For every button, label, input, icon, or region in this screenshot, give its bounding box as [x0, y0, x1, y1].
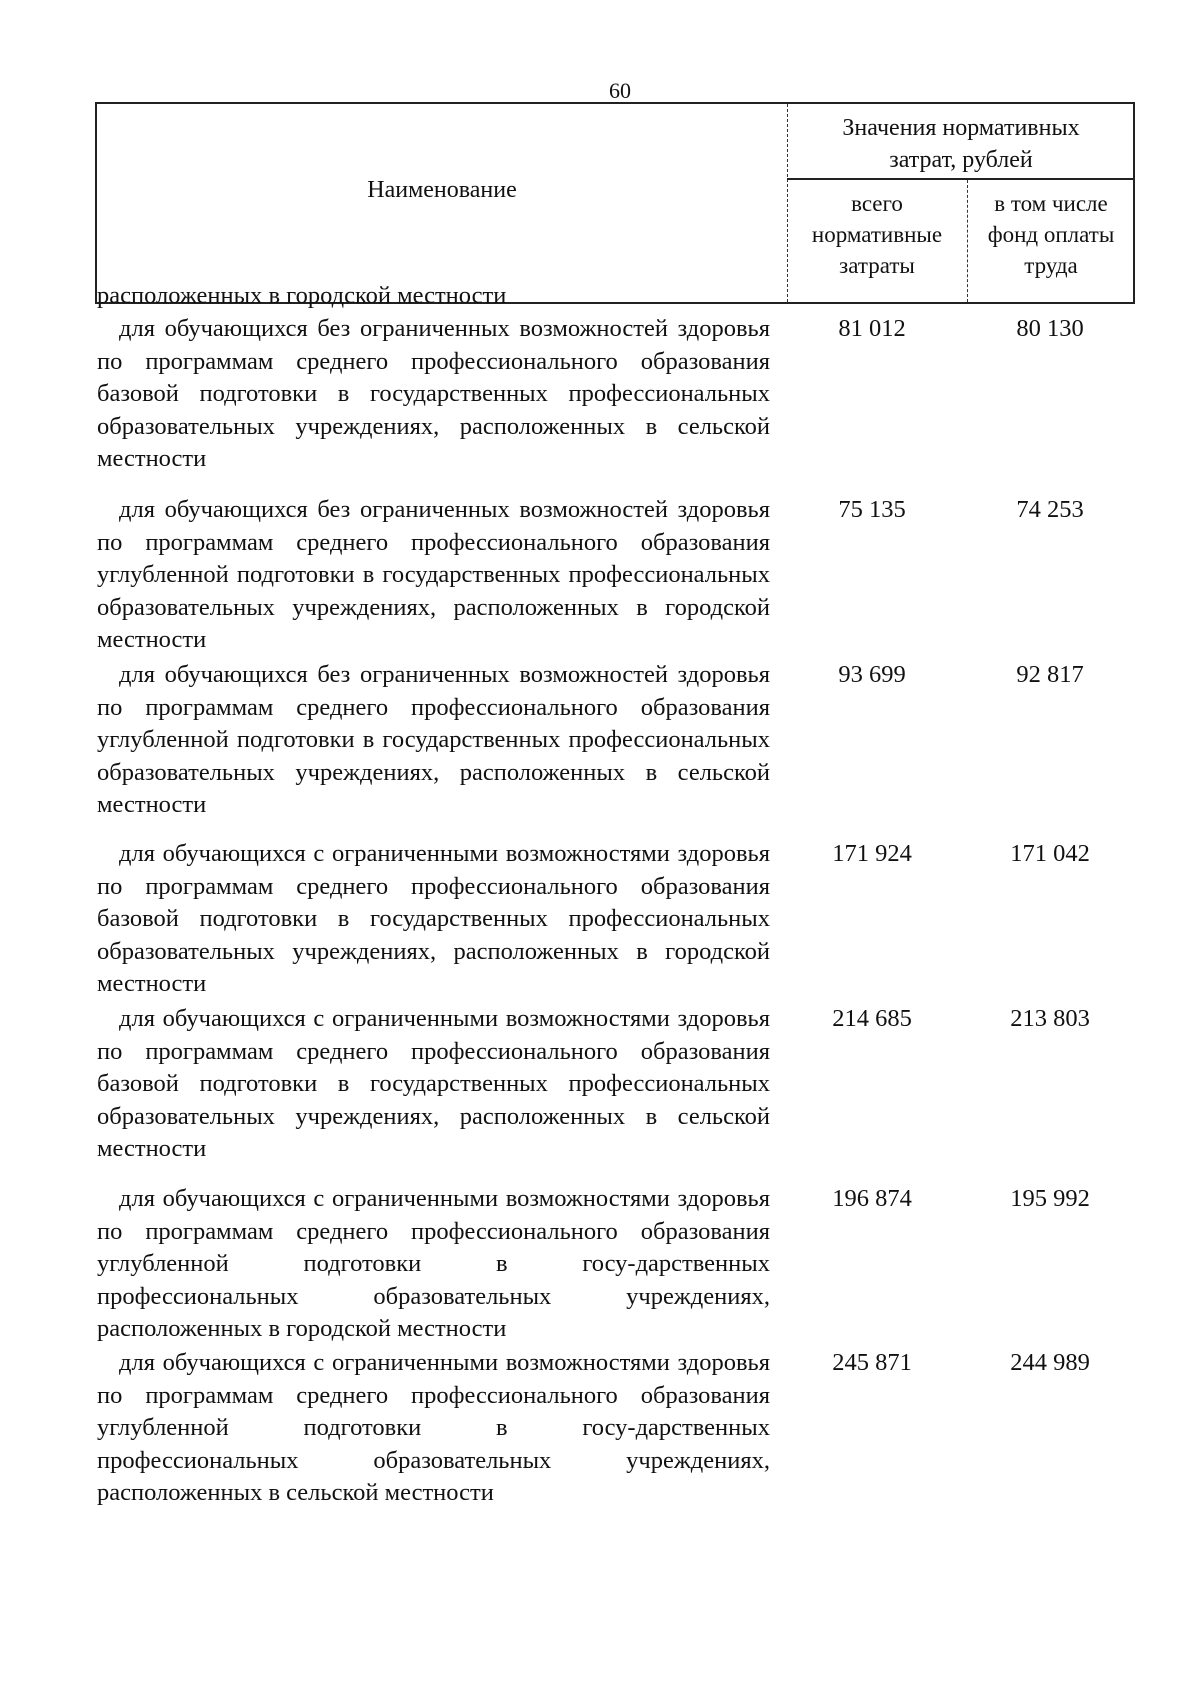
row-name: для обучающихся без ограниченных возможностей здоровья по программам среднего профессионального образования углубленной подготовки в государственных профессиональных образовательных учреждениях, расположенных в городской местности [97, 496, 770, 654]
row-wage: 80 130 [1016, 315, 1084, 342]
header-wage-line1: в том числе [994, 191, 1108, 216]
header-total-line1: всего [851, 191, 903, 216]
page-number: 60 [609, 78, 631, 103]
row-name: для обучающихся без ограниченных возможностей здоровья по программам среднего профессионального образования углубленной подготовки в государственных профессиональных образовательных учреждениях, расположенных в сельской местности [97, 661, 770, 819]
row-name: для обучающихся с ограниченными возможностями здоровья по программам среднего профессионального образования углубленной подготовки в госу-дарственных профессиональных образовательных учреждениях, расположенных в сельской местности [97, 1349, 770, 1507]
row-name: для обучающихся с ограниченными возможностями здоровья по программам среднего профессионального образования углубленной подготовки в госу-дарственных профессиональных образовательных учреждениях, расположенных в городской местности [97, 1185, 770, 1343]
header-values-label [787, 112, 1135, 176]
row-total: 81 012 [838, 315, 906, 342]
row-total: 75 135 [838, 496, 906, 523]
row-wage: 74 253 [1016, 496, 1084, 523]
row-total: 171 924 [832, 840, 912, 867]
row-total: 196 874 [832, 1185, 912, 1212]
table-header [95, 102, 1135, 304]
header-wage-line3: труда [1024, 253, 1078, 278]
header-total-label [787, 188, 967, 281]
header-values-line1: Значения нормативных [842, 115, 1080, 141]
row-name: для обучающихся без ограниченных возможностей здоровья по программам среднего профессионального образования базовой подготовки в государственных профессиональных образовательных учреждениях, расположенных в сельской местности [97, 315, 770, 473]
row-total: 93 699 [838, 661, 906, 688]
header-total-line3: затраты [839, 253, 915, 278]
header-total-line2: нормативные [811, 222, 943, 247]
header-subline [787, 178, 1133, 180]
row-wage: 171 042 [1010, 840, 1090, 867]
row-name: для обучающихся с ограниченными возможностями здоровья по программам среднего профессионального образования базовой подготовки в государственных профессиональных образовательных учреждениях, расположенных в городской местности [97, 840, 770, 998]
header-wage-line2: фонд оплаты [987, 222, 1115, 247]
header-values-line2: затрат, рублей [889, 147, 1033, 173]
row-total: 245 871 [832, 1349, 912, 1376]
row-total: 214 685 [832, 1005, 912, 1032]
row-wage: 92 817 [1016, 661, 1084, 688]
row-wage: 244 989 [1010, 1349, 1090, 1376]
row-name: для обучающихся с ограниченными возможностями здоровья по программам среднего профессионального образования базовой подготовки в государственных профессиональных образовательных учреждениях, расположенных в сельской местности [97, 1005, 770, 1163]
row-wage: 195 992 [1010, 1185, 1090, 1212]
row-wage: 213 803 [1010, 1005, 1090, 1032]
header-name-label: Наименование [367, 177, 517, 203]
continuation-text: расположенных в городской местности [97, 282, 507, 309]
header-wage-label [967, 188, 1135, 281]
